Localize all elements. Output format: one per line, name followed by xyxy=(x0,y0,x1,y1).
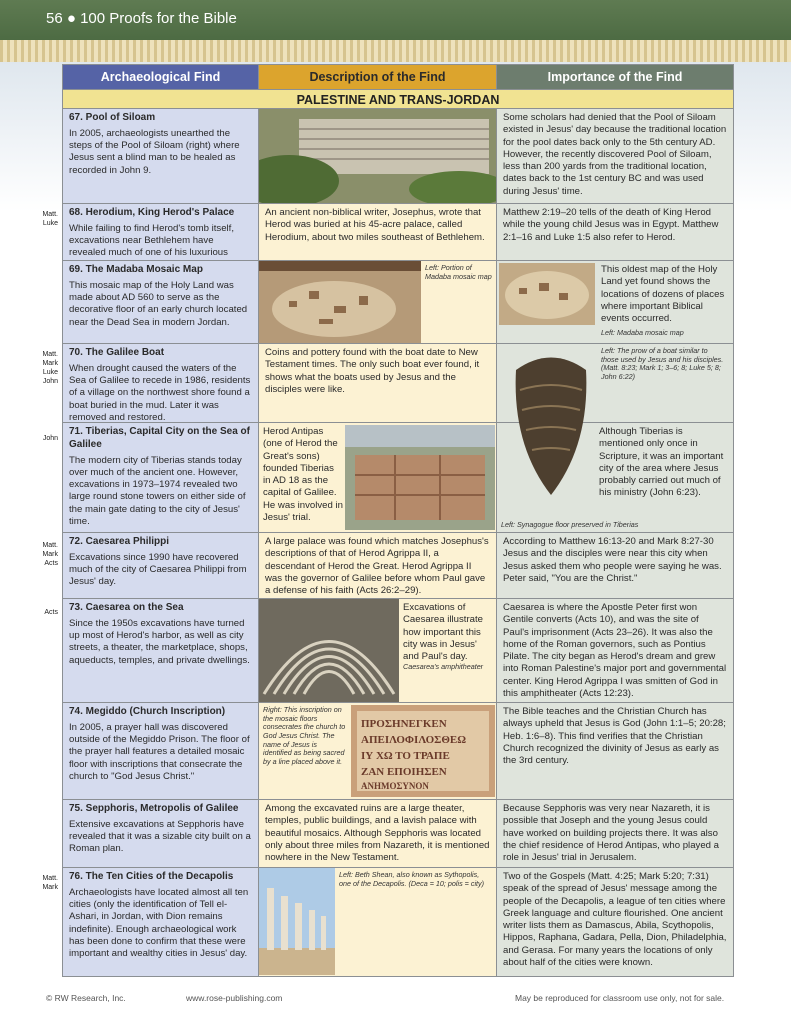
header-description: Description of the Find xyxy=(259,65,497,89)
scripture-refs: Matt. Mark Luke John xyxy=(42,351,58,386)
tiberias-photo xyxy=(345,425,495,530)
image-caption: Left: Madaba mosaic map xyxy=(601,328,684,337)
beth-shean-photo xyxy=(259,868,335,975)
scripture-refs: Acts xyxy=(44,609,58,616)
page-header xyxy=(46,10,237,27)
description-text: Herod Antipas (one of Herod the Great's sons) founded Tiberias in AD 18 as the capital of Galilee. He was involved in Jesus' trial. xyxy=(263,426,343,523)
svg-text:ΖΑΝ ΕΠΟΙΗΣΕΝ: ΖΑΝ ΕΠΟΙΗΣΕΝ xyxy=(361,766,447,778)
find-title: 68. Herodium, King Herod's Palace xyxy=(69,207,235,218)
pool-photo xyxy=(259,109,497,203)
region-title: PALESTINE AND TRANS-JORDAN xyxy=(63,89,733,109)
find-title: 71. Tiberias, Capital City on the Sea of Galilee xyxy=(69,426,250,450)
find-text: When drought caused the waters of the Sea of Galilee to recede in 1986, residents of a village on the northwest shore found a boat buried in the mud. Later it was removed and restored. xyxy=(69,362,251,422)
table-row xyxy=(63,423,733,533)
find-title: 75. Sepphoris, Metropolis of Galilee xyxy=(69,803,239,814)
importance-text: Two of the Gospels (Matt. 4:25; Mark 5:20; 7:31) speak of the spread of Jesus' message among the people of the Decapolis, a league of ten cities where Greek language and culture flourished. One ancient writer lists them as Damascus, Abila, Scythopolis, Hippos, Raphana, Gadara, Pella, Dion, Philadelphia, and Gerasa. For many years the locations of only about half of the cities were known. xyxy=(497,868,733,976)
find-text: Archaeologists have located almost all ten cities (only the identification of Tell el-Ashari, in Jordan, with Dion remains indefinite). Enough archaeological work has been done to confirm that these were important and wealthy cities in Jesus' day. xyxy=(69,886,249,960)
importance-text: This oldest map of the Holy Land yet found shows the locations of dozens of places where important Biblical events occurred. xyxy=(601,264,725,325)
description-text: Coins and pottery found with the boat date to New Testament times. The only such boat ever found, it shows what the boats used by Jesus and the disciples were like. xyxy=(259,344,497,422)
table-row xyxy=(63,109,733,204)
scripture-refs: John xyxy=(42,435,58,442)
find-text: Extensive excavations at Sepphoris have revealed that it was a sizable city built on a Roman plan. xyxy=(69,818,251,855)
description-text: Among the excavated ruins are a large theater, temples, public buildings, and a lavish palace with beautiful mosaics. Although Sepphoris was located only about three miles from Nazareth, it is mentioned nowhere in the New Testament. xyxy=(259,800,497,867)
scripture-refs: Matt. Mark Acts xyxy=(42,542,58,568)
table-row xyxy=(63,204,733,261)
importance-text: The Bible teaches and the Christian Church has always upheld that Jesus is God (John 1:1–5; 20:28; Heb. 1:6–8). This find verifies that the Christian Church recognized the divinity of Jesus as early as the 3rd century. xyxy=(497,703,733,799)
image-caption: Left: Portion of Madaba mosaic map xyxy=(425,263,492,281)
find-text: This mosaic map of the Holy Land was made about AD 560 to serve as the decorative floor of an early church located near the Dead Sea in modern Jordan. xyxy=(69,279,248,328)
image-caption: Left: The prow of a boat similar to those used by Jesus and his disciples. (Matt. 8:23; Mark 1; 3–6; 8; Luke 5; 8; John 6:22) xyxy=(601,346,724,381)
importance-text: Because Sepphoris was very near Nazareth, it is possible that Joseph and the young Jesus could have worked on building projects there. It was also the chief residence of Herod Antipas, who played a role in Jesus' trial in Jerusalem. xyxy=(497,800,733,867)
image-caption: Caesarea's amphitheater xyxy=(403,662,484,671)
find-title: 76. The Ten Cities of the Decapolis xyxy=(69,871,234,882)
mosaic-inscription-photo xyxy=(351,705,495,797)
svg-text:ΑΠΕΙΛΟΦΙΛΟΣΘΕΩ: ΑΠΕΙΛΟΦΙΛΟΣΘΕΩ xyxy=(361,734,467,746)
description-text: A large palace was found which matches Josephus's descriptions of that of Herod Agrippa II, a descendant of Herod the Great. Herod Agrippa II was the governor of Galilee before whom Paul gave a defense of his faith (Acts 26:2–29). xyxy=(259,533,497,598)
find-title: 70. The Galilee Boat xyxy=(69,347,165,358)
svg-text:ΙΥ ΧΩ ΤΟ ΤΡΑΠΕ: ΙΥ ΧΩ ΤΟ ΤΡΑΠΕ xyxy=(361,750,450,762)
table-row xyxy=(63,868,733,976)
galilee-boat-photo xyxy=(506,350,596,500)
footer-copyright: © RW Research, Inc. xyxy=(46,993,126,1003)
decorative-band xyxy=(0,40,791,62)
top-bar xyxy=(0,0,791,40)
find-text: In 2005, a prayer hall was discovered outside of the Megiddo Prison. The floor of the prayer hall features a detailed mosaic floor with inscriptions that consecrate the church to "God Jesus Christ." xyxy=(69,721,250,782)
find-text: The modern city of Tiberias stands today over much of the ancient one. However, excavations in 1973–1974 revealed two large round stone towers on either side of the main gate dating to the city of Jesus' time. xyxy=(69,454,246,527)
find-title: 73. Caesarea on the Sea xyxy=(69,602,184,613)
madaba-map-photo xyxy=(499,263,595,325)
importance-text: Some scholars had denied that the Pool of Siloam existed in Jesus' day because the traditional location for the pool dates back only to the 5th century AD. However, the recently discovered Pool of Siloam, less than 200 yards from the traditional location, dates back to the 1st century BC and was used during Jesus' time. xyxy=(497,109,733,203)
header-importance: Importance of the Find xyxy=(497,65,733,89)
amphitheater-photo xyxy=(259,599,399,702)
image-caption: Left: Beth Shean, also known as Sythopolis, one of the Decapolis. (Deca = 10; polis = city) xyxy=(339,870,485,888)
description-text: An ancient non-biblical writer, Josephus, wrote that Herod was buried at his 45-acre palace, called Herodium, about two miles southeast of Bethlehem. xyxy=(259,204,497,260)
table-row xyxy=(63,344,733,423)
find-text: While failing to find Herod's tomb itself, excavations near Bethlehem have revealed much of one of his luxurious xyxy=(69,222,234,259)
scripture-refs: Matt. Mark xyxy=(42,875,58,892)
find-text: Since the 1950s excavations have turned up most of Herod's harbor, as well as city streets, a theater, the marketplace, shops, aqueducts, temples, and private dwellings. xyxy=(69,617,250,666)
madaba-map-photo xyxy=(259,261,421,343)
table-row xyxy=(63,599,733,703)
importance-text: Caesarea is where the Apostle Peter first won Gentile converts (Acts 10), and was the site of Paul's imprisonment (Acts 23–26). It was also the home of the Roman governors, such as Pontius Pilate. The city began as Herod's dream and grew into Roman Palestine's major port and governmental center. King Herod Agrippa I was smitten of God in this amphitheater (Acts 12:23). xyxy=(497,599,733,702)
scripture-refs: Matt. Luke xyxy=(42,211,58,228)
importance-text: Although Tiberias is mentioned only once in Scripture, it was an important city of the area where Jesus probably carried out much of his ministry (John 6:23). xyxy=(599,426,724,499)
description-text: Excavations of Caesarea illustrate how important this city was in Jesus' and Paul's day. xyxy=(403,602,483,663)
find-text: Excavations since 1990 have recovered much of the city of Caesarea Philippi from Jesus' day. xyxy=(69,551,247,588)
header-find: Archaeological Find xyxy=(63,65,259,89)
svg-text:ΑΝΗΜΟΣΥΝΟΝ: ΑΝΗΜΟΣΥΝΟΝ xyxy=(361,781,429,791)
table-row xyxy=(63,800,733,868)
image-caption: Right: This inscription on the mosaic floors consecrates the church to God Jesus Christ. The name of Jesus is identified as being sacred by a line placed above it. xyxy=(263,705,346,766)
table-row xyxy=(63,261,733,344)
image-caption: Left: Synagogue floor preserved in Tiberias xyxy=(501,520,639,529)
table-row xyxy=(63,703,733,800)
find-title: 67. Pool of Siloam xyxy=(69,112,156,123)
series-title: 100 Proofs for the Bible xyxy=(80,10,237,27)
bullet-icon: ● xyxy=(66,10,81,27)
svg-text:ΠΡΟΣΗΝΕΓΚΕΝ: ΠΡΟΣΗΝΕΓΚΕΝ xyxy=(361,718,447,730)
table-row xyxy=(63,533,733,599)
page-number: 56 xyxy=(46,10,63,27)
find-title: 72. Caesarea Philippi xyxy=(69,536,170,547)
find-text: In 2005, archaeologists unearthed the steps of the Pool of Siloam (right) where Jesus sent a blind man to be healed as recorded in John 9. xyxy=(69,127,240,176)
importance-text: Matthew 2:19–20 tells of the death of King Herod while the young child Jesus was in Egypt. Matthew 2:1–16 and Luke 1:5 also refer to Herod. xyxy=(497,204,733,260)
find-title: 69. The Madaba Mosaic Map xyxy=(69,264,203,275)
table-header xyxy=(63,65,733,89)
footer-notice: May be reproduced for classroom use only, not for sale. xyxy=(515,993,725,1003)
find-title: 74. Megiddo (Church Inscription) xyxy=(69,706,226,717)
proofs-table xyxy=(62,64,734,977)
footer-website: www.rose-publishing.com xyxy=(186,993,283,1003)
importance-text: According to Matthew 16:13-20 and Mark 8:27-30 Jesus and the disciples were near this city when Jesus asked them who people were saying he was. Peter said, "You are the Christ." xyxy=(497,533,733,598)
